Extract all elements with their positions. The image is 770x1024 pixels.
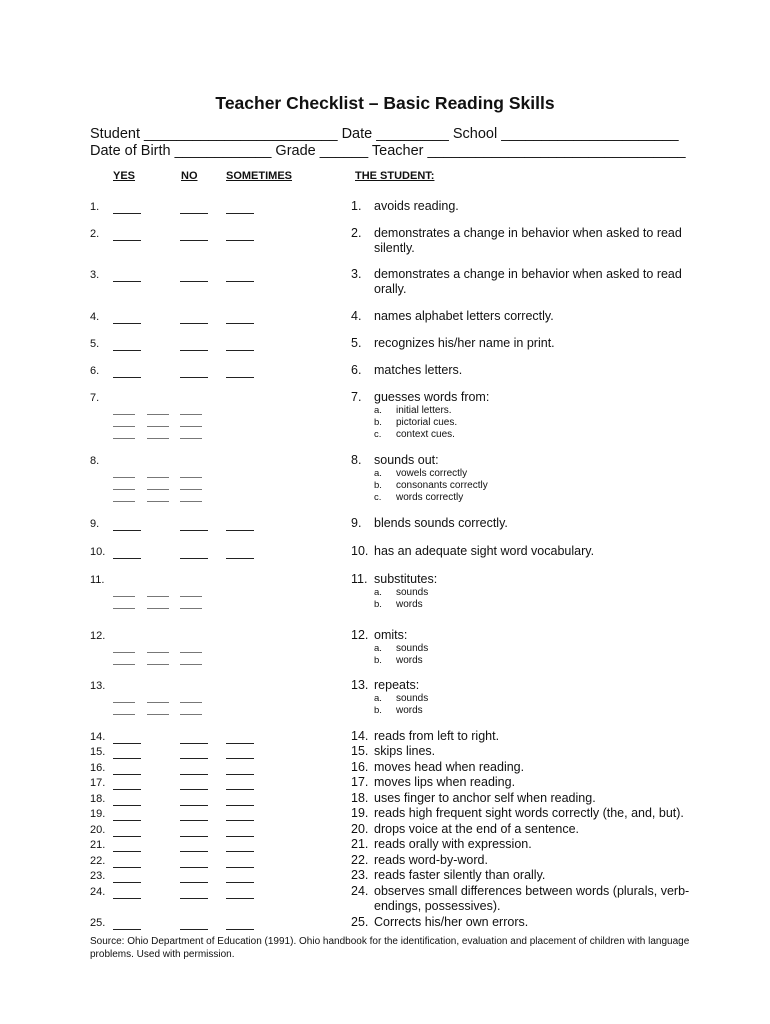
column-no: NO <box>181 170 198 182</box>
no-blank[interactable] <box>147 477 169 478</box>
sometimes-blank[interactable] <box>226 558 254 559</box>
statement-text: demonstrates a change in behavior when asked to read <box>374 226 682 240</box>
statement-text: observes small differences between words (plurals, verb- <box>374 884 690 898</box>
sometimes-blank[interactable] <box>226 774 254 775</box>
row-number: 6. <box>90 365 100 377</box>
sometimes-blank[interactable] <box>180 414 202 415</box>
sometimes-blank[interactable] <box>226 350 254 351</box>
sub-item-letter: a. <box>374 693 382 704</box>
page-title: Teacher Checklist – Basic Reading Skills <box>215 93 555 113</box>
row-number: 2. <box>90 228 100 240</box>
row-number: 1. <box>90 201 100 213</box>
statement-text: demonstrates a change in behavior when asked to read <box>374 267 682 281</box>
sub-item-letter: c. <box>374 429 382 440</box>
sometimes-blank[interactable] <box>180 426 202 427</box>
sub-item-text: words <box>396 599 423 610</box>
statement-number: 10. <box>351 544 369 558</box>
no-blank[interactable] <box>180 377 208 378</box>
row-number: 13. <box>90 680 106 692</box>
no-blank[interactable] <box>180 743 208 744</box>
no-blank[interactable] <box>180 789 208 790</box>
statement-text-continued: silently. <box>374 241 415 255</box>
statement-number: 15. <box>351 744 369 758</box>
sometimes-blank[interactable] <box>180 489 202 490</box>
yes-blank[interactable] <box>113 414 135 415</box>
yes-blank[interactable] <box>113 714 135 715</box>
statement-number: 18. <box>351 791 369 805</box>
statement-number: 12. <box>351 628 369 642</box>
statement-text-continued: orally. <box>374 282 407 296</box>
row-number: 16. <box>90 762 106 774</box>
no-blank[interactable] <box>147 652 169 653</box>
row-number: 17. <box>90 777 106 789</box>
sometimes-blank[interactable] <box>180 664 202 665</box>
yes-blank[interactable] <box>113 743 141 744</box>
no-blank[interactable] <box>180 898 208 899</box>
yes-blank[interactable] <box>113 805 141 806</box>
statement-number: 11. <box>351 572 368 586</box>
yes-blank[interactable] <box>113 350 141 351</box>
no-blank[interactable] <box>180 882 208 883</box>
statement-number: 3. <box>351 267 362 281</box>
no-blank[interactable] <box>180 281 208 282</box>
statement-number: 14. <box>351 729 369 743</box>
sometimes-blank[interactable] <box>180 438 202 439</box>
sometimes-blank[interactable] <box>226 213 254 214</box>
statement-number: 8. <box>351 453 362 467</box>
statement-text: reads high frequent sight words correctly (the, and, but). <box>374 806 684 820</box>
sub-item-letter: b. <box>374 480 382 491</box>
statement-number: 21. <box>351 837 369 851</box>
row-number: 22. <box>90 855 106 867</box>
sometimes-blank[interactable] <box>180 652 202 653</box>
statement-number: 17. <box>351 775 369 789</box>
no-blank[interactable] <box>147 489 169 490</box>
row-number: 21. <box>90 839 106 851</box>
no-blank[interactable] <box>180 851 208 852</box>
statement-text: blends sounds correctly. <box>374 516 508 530</box>
no-blank[interactable] <box>180 350 208 351</box>
row-number: 15. <box>90 746 106 758</box>
sometimes-blank[interactable] <box>226 789 254 790</box>
sub-item-text: sounds <box>396 693 429 704</box>
sub-item-text: vowels correctly <box>396 468 468 479</box>
yes-blank[interactable] <box>113 664 135 665</box>
statement-text: names alphabet letters correctly. <box>374 309 554 323</box>
sub-item-letter: b. <box>374 705 382 716</box>
sub-item-text: sounds <box>396 587 429 598</box>
statement-number: 1. <box>351 199 362 213</box>
yes-blank[interactable] <box>113 898 141 899</box>
statement-text: reads faster silently than orally. <box>374 868 546 882</box>
sub-item-letter: b. <box>374 417 382 428</box>
sometimes-blank[interactable] <box>226 898 254 899</box>
no-blank[interactable] <box>147 596 169 597</box>
yes-blank[interactable] <box>113 836 141 837</box>
row-number: 7. <box>90 392 100 404</box>
yes-blank[interactable] <box>113 558 141 559</box>
sometimes-blank[interactable] <box>226 805 254 806</box>
statement-text: moves head when reading. <box>374 760 525 774</box>
column-the-student: THE STUDENT: <box>355 170 435 182</box>
yes-blank[interactable] <box>113 702 135 703</box>
statement-number: 7. <box>351 390 362 404</box>
yes-blank[interactable] <box>113 530 141 531</box>
sometimes-blank[interactable] <box>226 240 254 241</box>
statement-number: 13. <box>351 678 369 692</box>
sometimes-blank[interactable] <box>226 281 254 282</box>
no-blank[interactable] <box>147 714 169 715</box>
sometimes-blank[interactable] <box>226 323 254 324</box>
statement-text: skips lines. <box>374 744 436 758</box>
statement-text: uses finger to anchor self when reading. <box>374 791 596 805</box>
statement-number: 19. <box>351 806 369 820</box>
statement-number: 16. <box>351 760 369 774</box>
sub-item-text: context cues. <box>396 429 455 440</box>
row-number: 25. <box>90 917 106 929</box>
yes-blank[interactable] <box>113 213 141 214</box>
row-number: 20. <box>90 824 106 836</box>
yes-blank[interactable] <box>113 867 141 868</box>
yes-blank[interactable] <box>113 882 141 883</box>
row-number: 18. <box>90 793 106 805</box>
statement-number: 4. <box>351 309 362 323</box>
sub-item-letter: a. <box>374 643 382 654</box>
yes-blank[interactable] <box>113 477 135 478</box>
yes-blank[interactable] <box>113 652 135 653</box>
yes-blank[interactable] <box>113 489 135 490</box>
sub-item-text: sounds <box>396 643 429 654</box>
statement-number: 5. <box>351 336 362 350</box>
no-blank[interactable] <box>147 501 169 502</box>
sub-item-text: pictorial cues. <box>396 417 458 428</box>
sub-item-letter: b. <box>374 599 382 610</box>
column-sometimes: SOMETIMES <box>226 170 293 182</box>
yes-blank[interactable] <box>113 789 141 790</box>
yes-blank[interactable] <box>113 426 135 427</box>
no-blank[interactable] <box>180 820 208 821</box>
statement-text: Corrects his/her own errors. <box>374 915 529 929</box>
sometimes-blank[interactable] <box>226 758 254 759</box>
sometimes-blank[interactable] <box>226 530 254 531</box>
yes-blank[interactable] <box>113 377 141 378</box>
row-number: 11. <box>90 574 105 586</box>
sometimes-blank[interactable] <box>226 836 254 837</box>
statement-number: 23. <box>351 868 369 882</box>
no-blank[interactable] <box>180 836 208 837</box>
statement-text: moves lips when reading. <box>374 775 516 789</box>
statement-number: 24. <box>351 884 369 898</box>
statement-text: reads word-by-word. <box>374 853 488 867</box>
no-blank[interactable] <box>180 558 208 559</box>
row-number: 14. <box>90 731 106 743</box>
statement-text: sounds out: <box>374 453 439 467</box>
sometimes-blank[interactable] <box>226 851 254 852</box>
sometimes-blank[interactable] <box>180 596 202 597</box>
statement-text: drops voice at the end of a sentence. <box>374 822 579 836</box>
yes-blank[interactable] <box>113 608 135 609</box>
no-blank[interactable] <box>147 426 169 427</box>
row-number: 24. <box>90 886 106 898</box>
sometimes-blank[interactable] <box>180 477 202 478</box>
sometimes-blank[interactable] <box>180 501 202 502</box>
no-blank[interactable] <box>180 867 208 868</box>
statement-text: guesses words from: <box>374 390 490 404</box>
sub-item-text: words <box>396 705 423 716</box>
row-number: 12. <box>90 630 106 642</box>
sub-item-letter: c. <box>374 492 382 503</box>
statement-text: avoids reading. <box>374 199 459 213</box>
header-line-birth[interactable]: Date of Birth ____________ Grade ______ Teacher ________________________________ <box>90 143 686 159</box>
sub-item-text: initial letters. <box>396 405 452 416</box>
statement-number: 22. <box>351 853 369 867</box>
statement-number: 20. <box>351 822 369 836</box>
header-line-student[interactable]: Student ________________________ Date _________ School ______________________ <box>90 126 679 142</box>
statement-text: reads from left to right. <box>374 729 500 743</box>
yes-blank[interactable] <box>113 774 141 775</box>
no-blank[interactable] <box>147 608 169 609</box>
yes-blank[interactable] <box>113 240 141 241</box>
sometimes-blank[interactable] <box>226 929 254 930</box>
yes-blank[interactable] <box>113 323 141 324</box>
statement-number: 9. <box>351 516 362 530</box>
sometimes-blank[interactable] <box>226 743 254 744</box>
statement-text: omits: <box>374 628 408 642</box>
no-blank[interactable] <box>180 805 208 806</box>
sub-item-text: consonants correctly <box>396 480 488 491</box>
no-blank[interactable] <box>180 240 208 241</box>
no-blank[interactable] <box>147 702 169 703</box>
row-number: 5. <box>90 338 100 350</box>
statement-text: has an adequate sight word vocabulary. <box>374 544 595 558</box>
no-blank[interactable] <box>180 758 208 759</box>
source-note: Source: Ohio Department of Education (1991). Ohio handbook for the identification, evaluation and placement of children with language problems. Used with permission. <box>90 936 690 960</box>
row-number: 19. <box>90 808 106 820</box>
no-blank[interactable] <box>180 774 208 775</box>
sub-item-letter: a. <box>374 405 382 416</box>
sometimes-blank[interactable] <box>226 882 254 883</box>
statement-text: recognizes his/her name in print. <box>374 336 555 350</box>
yes-blank[interactable] <box>113 929 141 930</box>
row-number: 10. <box>90 546 106 558</box>
yes-blank[interactable] <box>113 758 141 759</box>
sometimes-blank[interactable] <box>226 867 254 868</box>
yes-blank[interactable] <box>113 820 141 821</box>
row-number: 23. <box>90 870 106 882</box>
no-blank[interactable] <box>180 530 208 531</box>
statement-text: reads orally with expression. <box>374 837 532 851</box>
yes-blank[interactable] <box>113 281 141 282</box>
statement-text-continued: endings, possessives). <box>374 899 501 913</box>
yes-blank[interactable] <box>113 438 135 439</box>
sometimes-blank[interactable] <box>226 820 254 821</box>
yes-blank[interactable] <box>113 596 135 597</box>
yes-blank[interactable] <box>113 501 135 502</box>
statement-number: 25. <box>351 915 369 929</box>
no-blank[interactable] <box>147 414 169 415</box>
sub-item-letter: a. <box>374 468 382 479</box>
row-number: 8. <box>90 455 100 467</box>
statement-text: substitutes: <box>374 572 438 586</box>
yes-blank[interactable] <box>113 851 141 852</box>
sub-item-letter: b. <box>374 655 382 666</box>
statement-text: repeats: <box>374 678 420 692</box>
statement-text: matches letters. <box>374 363 463 377</box>
sub-item-text: words <box>396 655 423 666</box>
no-blank[interactable] <box>147 438 169 439</box>
no-blank[interactable] <box>147 664 169 665</box>
no-blank[interactable] <box>180 213 208 214</box>
sometimes-blank[interactable] <box>226 377 254 378</box>
no-blank[interactable] <box>180 929 208 930</box>
statement-number: 6. <box>351 363 362 377</box>
sub-item-letter: a. <box>374 587 382 598</box>
statement-number: 2. <box>351 226 362 240</box>
no-blank[interactable] <box>180 323 208 324</box>
row-number: 3. <box>90 269 100 281</box>
row-number: 9. <box>90 518 100 530</box>
sometimes-blank[interactable] <box>180 714 202 715</box>
sub-item-text: words correctly <box>396 492 464 503</box>
sometimes-blank[interactable] <box>180 702 202 703</box>
column-yes: YES <box>113 170 136 182</box>
row-number: 4. <box>90 311 100 323</box>
sometimes-blank[interactable] <box>180 608 202 609</box>
